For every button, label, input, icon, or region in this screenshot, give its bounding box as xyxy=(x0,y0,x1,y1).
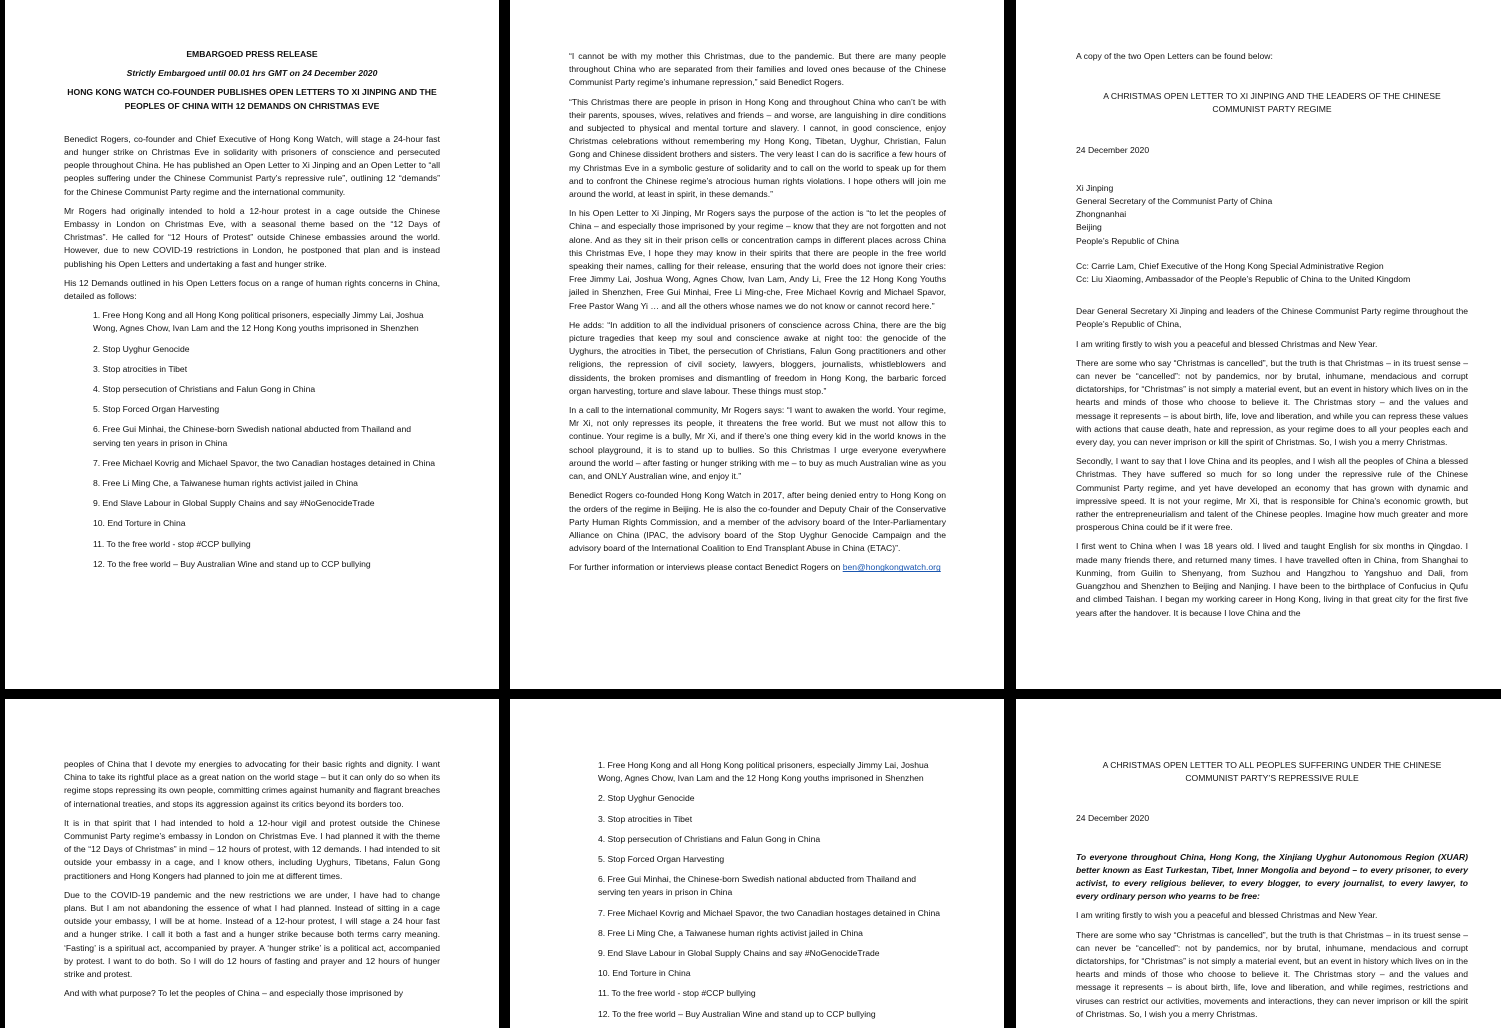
paragraph: I am writing firstly to wish you a peaceful and blessed Christmas and New Year. xyxy=(1076,910,1378,921)
document-page-1 xyxy=(5,0,499,689)
address-line: Zhongnanhai xyxy=(1076,209,1127,220)
embargo-line: Strictly Embargoed until 00.01 hrs GMT on 24 December 2020 xyxy=(126,68,378,79)
paragraph: Secondly, I want to say that I love China and its peoples, and I wish all the peoples of China a blessed Christmas. They have suffered so much for so long under the repressive rule of the Chinese Communist Party regime, and yet have developed an economy that has grown with dynamic and impressive speed. It is not your regime, Mr Xi, that is responsible for China’s economic growth, but rather the entrepreneurialism and talent of the Chinese peoples. Imagine how much greater and more prosperous China could be if it were free. xyxy=(1076,456,1468,533)
list-item: 9. End Slave Labour in Global Supply Chains and say #NoGenocideTrade xyxy=(93,498,375,509)
recipient-address xyxy=(1076,182,1468,286)
demands-list xyxy=(598,759,946,1021)
paragraph: He adds: “In addition to all the individual prisoners of conscience across China, there are the big picture tragedies that keep my soul and conscience awake at night too: the genocide of the Uyghurs, the atrocities in Tibet, the persecution of Christians, Falun Gong practitioners and other religions, the repression of civil society, lawyers, bloggers, journalists, whistleblowers and dissidents, the broken promises and dismantling of freedom in Hong Kong, the barbaric forced organ harvesting, torture and slave labour. These things must stop.” xyxy=(569,319,946,396)
document-page-6 xyxy=(1016,699,1501,1028)
address-line: Xi Jinping xyxy=(1076,182,1114,193)
demands-list xyxy=(64,309,440,571)
salutation: Dear General Secretary Xi Jinping and leaders of the Chinese Communist Party regime throughout the People’s Republic of China, xyxy=(1076,306,1468,330)
paragraph: I first went to China when I was 18 years old. I lived and taught English for six months in Qingdao. I made many friends there, and returned many times. I have travelled often in China, from Shanghai to Kunming, from Guilin to Shenyang, from Suzhou and Hangzhou to Yangshuo and Dali, from Guangzhou and Shenzhen to Beijing and Nanjing. I have been to the birthplace of Confucius in Qufu and climbed Taishan. I began my working career in Hong Kong, living in that great city for the first five years after the handover. It is because I love China and the xyxy=(1076,541,1468,618)
letter-title: A CHRISTMAS OPEN LETTER TO XI JINPING AND THE LEADERS OF THE CHINESE COMMUNIST PARTY REGIME xyxy=(1103,91,1441,115)
list-item: 8. Free Li Ming Che, a Taiwanese human rights activist jailed in China xyxy=(93,478,358,489)
intro-line: A copy of the two Open Letters can be found below: xyxy=(1076,51,1273,61)
list-item: 3. Stop atrocities in Tibet xyxy=(93,363,188,374)
list-item: 8. Free Li Ming Che, a Taiwanese human rights activist jailed in China xyxy=(598,927,863,938)
list-item: 10. End Torture in China xyxy=(93,518,186,529)
paragraph: His 12 Demands outlined in his Open Letters focus on a range of human rights concerns in China, detailed as follows: xyxy=(64,277,440,302)
list-item: 6. Free Gui Minhai, the Chinese-born Swedish national abducted from Thailand and serving ten years in prison in China xyxy=(93,424,411,448)
paragraph: Due to the COVID-19 pandemic and the new restrictions we are under, I have had to change plans. But I am not abandoning the essence of what I had planned. Instead of sitting in a cage outside your embassy, I will be at home. Instead of a 12-hour protest, I will stage a 24 hour fast and a hunger strike. I call it both a fast and a hunger strike because both terms carry meaning. ‘Fasting’ is a spiritual act, accompanied by prayer. A ‘hunger strike’ is a political act, accompanied by protest. I want to do both. So I will do 12 hours of fasting and prayer and 12 hours of hunger strike and protest. xyxy=(64,889,440,980)
list-item: 12. To the free world – Buy Australian Wine and stand up to CCP bullying xyxy=(598,1008,876,1019)
list-item: 5. Stop Forced Organ Harvesting xyxy=(93,404,220,415)
address-line: People’s Republic of China xyxy=(1076,235,1180,246)
paragraph: Benedict Rogers co-founded Hong Kong Watch in 2017, after being denied entry to Hong Kong on the orders of the regime in Beijing. He is also the co-founder and Deputy Chair of the Conservative Party Human Rights Commission, and a member of the advisory board of the Inter-Parliamentary Alliance on China (IPAC, the advisory board of the Stop Uyghur Genocide Campaign and the advisory board of the International Coalition to End Transplant Abuse in China (ETAC)”. xyxy=(569,490,946,554)
paragraph: “This Christmas there are people in prison in Hong Kong and throughout China who can’t be with their parents, spouses, wives, relatives and friends – and worse, are languishing in dire conditions and subjected to physical and mental torture and slavery. I cannot, in good conscience, enjoy Christmas celebrations without remembering my Hong Kong, Tibetan, Uyghur, Christian, Falun Gong and Chinese dissident brothers and sisters. The very least I can do is sacrifice a few hours of my Christmas Eve in a symbolic gesture of solidarity and to call on the world to speak up for them and to confront the Chinese regime’s atrocious human rights violations. I hope others will join me around the world, at least in spirit, in these demands.” xyxy=(569,96,946,200)
list-item: 10. End Torture in China xyxy=(598,968,691,979)
paragraph: In his Open Letter to Xi Jinping, Mr Rogers says the purpose of the action is “to let the peoples of China – and especially those imprisoned by your regime – know that they are not forgotten and not alone. And as they sit in their prison cells or concentration camps in different places across China this Christmas Eve, I hope they may know in their spirits that there are people in the free world speaking their names, calling for their release, ensuring that the world does not ignore their cries: Free Jimmy Lai, Joshua Wong, Agnes Chow, Ivan Lam, Andy Li, Free the 12 Hong Kong Youths jailed in Shenzhen, Free Gui Minhai, Free Li Ming-che, Free Michael Kovrig and Michael Spavor, Free Pastor Wang Yi … and all the others whose names we do not know or cannot record here.” xyxy=(569,208,946,311)
letter-address: To everyone throughout China, Hong Kong, the Xinjiang Uyghur Autonomous Region (XUAR) better known as East Turkestan, Tibet, Inner Mongolia and beyond – to every prisoner, to every activist, to every religious believer, to every blogger, to every journalist, to every lawyer, to every ordinary person who yearns to be free: xyxy=(1076,851,1468,902)
paragraph: There are some who say “Christmas is cancelled”, but the truth is that Christmas – in its truest sense – can never be “cancelled”: not by pandemics, nor by brutal, inhumane, mendacious and corrupt dictatorships, for “Christmas” is not simply a material event, but an event in history which lives on in the hearts and minds of those who choose to believe it. The Christmas story – and the values and message it represents – is about birth, life, love and liberation, and while you can repress these values with actions that cause death, hate and repression, as your regime does to all your peoples each and every day, you can never imprison or kill the spirit of Christmas. So, I wish you a merry Christmas. xyxy=(1076,357,1468,448)
list-item: 5. Stop Forced Organ Harvesting xyxy=(598,854,725,865)
list-item: 7. Free Michael Kovrig and Michael Spavor, the two Canadian hostages detained in China xyxy=(93,457,436,468)
letter-date: 24 December 2020 xyxy=(1076,813,1150,824)
paragraph: There are some who say “Christmas is cancelled”, but the truth is that Christmas – in its truest sense – can never be “cancelled”: not by pandemics, nor by brutal, inhumane, mendacious and corrupt dictatorships, for “Christmas” is not simply a material event, but an event in history which lives on in the hearts and minds of those who choose to believe it. The Christmas story – and the values and message it represents – is about birth, life, love and liberation, and while regimes, restrictions and viruses can restrict our activities, movements and interactions, they can never imprison or kill the spirit of Christmas. So, I wish you a merry Christmas. xyxy=(1076,929,1468,1019)
list-item: 4. Stop persecution of Christians and Falun Gong in China xyxy=(598,833,821,844)
list-item: 11. To the free world - stop #CCP bullying xyxy=(598,988,756,999)
list-item: 4. Stop persecution of Christians and Falun Gong in China xyxy=(93,384,316,395)
list-item: 9. End Slave Labour in Global Supply Chains and say #NoGenocideTrade xyxy=(598,948,880,959)
address-line: Beijing xyxy=(1076,222,1102,233)
cc-line: Cc: Carrie Lam, Chief Executive of the Hong Kong Special Administrative Region xyxy=(1076,260,1384,271)
letter-title: A CHRISTMAS OPEN LETTER TO ALL PEOPLES SUFFERING UNDER THE CHINESE COMMUNIST PARTY’S REPRESSIVE RULE xyxy=(1102,760,1442,784)
list-item: 7. Free Michael Kovrig and Michael Spavor, the two Canadian hostages detained in China xyxy=(598,907,941,918)
document-page-3 xyxy=(1016,0,1501,689)
list-item: 3. Stop atrocities in Tibet xyxy=(598,813,693,824)
list-item: 12. To the free world – Buy Australian Wine and stand up to CCP bullying xyxy=(93,558,371,569)
paragraph: Mr Rogers had originally intended to hold a 12-hour protest in a cage outside the Chinese Embassy in London on Christmas Eve, with a seasonal theme based on the “12 Days of Christmas”. He called for “12 Hours of Protest” outside Chinese embassies around the world. However, due to new COVID-19 restrictions in London, he postponed that plan and is instead publishing his Open Letters and undertaking a fast and hunger strike. xyxy=(64,205,440,269)
paragraph: “I cannot be with my mother this Christmas, due to the pandemic. But there are many people throughout China who are separated from their families and loved ones because of the Chinese Communist Party regime’s inhumane repression,” said Benedict Rogers. xyxy=(569,51,946,88)
letter-date: 24 December 2020 xyxy=(1076,144,1150,155)
paragraph: It is in that spirit that I had intended to hold a 12-hour vigil and protest outside the Chinese Communist Party regime’s embassy in London on Christmas Eve. I had planned it with the theme of the “12 Days of Christmas” in mind – 12 hours of protest, with 12 demands. I had intended to sit outside your embassy in a cage, and I know others, including Uyghurs, Tibetans, Falun Gong practitioners and Hong Kongers had planned to join me at different times. xyxy=(64,817,440,881)
list-item: 1. Free Hong Kong and all Hong Kong political prisoners, especially Jimmy Lai, Joshua Wong, Agnes Chow, Ivan Lam and the 12 Hong Kong youths imprisoned in Shenzhen xyxy=(93,310,424,334)
paragraph: And with what purpose? To let the peoples of China – and especially those imprisoned by xyxy=(64,988,404,999)
contact-text: For further information or interviews please contact Benedict Rogers on xyxy=(569,562,841,573)
paragraph: peoples of China that I devote my energies to advocating for their basic rights and dignity. I want China to take its rightful place as a great nation on the world stage – but it can only do so when its regime stops repressing its own people, committing crimes against humanity and flagrant breaches of international treaties, and stops its aggression against its critics beyond its borders too. xyxy=(64,759,440,809)
list-item: 11. To the free world - stop #CCP bullying xyxy=(93,538,251,549)
list-item: 2. Stop Uyghur Genocide xyxy=(598,793,695,804)
document-page-2 xyxy=(510,0,1004,689)
release-title: HONG KONG WATCH CO-FOUNDER PUBLISHES OPEN LETTERS TO XI JINPING AND THE PEOPLES OF CHINA WITH 12 DEMANDS ON CHRISTMAS EVE xyxy=(67,87,437,111)
address-line: General Secretary of the Communist Party of China xyxy=(1076,196,1273,207)
document-page-5 xyxy=(510,699,1004,1028)
list-item: 2. Stop Uyghur Genocide xyxy=(93,343,190,354)
contact-paragraph xyxy=(569,561,946,574)
paragraph: In a call to the international community, Mr Rogers says: “I want to awaken the world. Your regime, Mr Xi, not only represses its people, it threatens the free world. But we must not allow this to continue. Your regime is a bully, Mr Xi, and if there’s one thing every kid in the world knows in the school playground, it is to stand up to bullies. So this Christmas I urge everyone everywhere around the world – after fasting or hunger striking with me – to buy as much Australian wine as you can, and ONLY Australian wine, and enjoy it.” xyxy=(569,405,946,482)
cc-line: Cc: Liu Xiaoming, Ambassador of the People’s Republic of China to the United Kingdom xyxy=(1076,274,1411,285)
list-item: 6. Free Gui Minhai, the Chinese-born Swedish national abducted from Thailand and serving ten years in prison in China xyxy=(598,874,916,898)
heading: EMBARGOED PRESS RELEASE xyxy=(186,49,318,59)
list-item: 1. Free Hong Kong and all Hong Kong political prisoners, especially Jimmy Lai, Joshua Wong, Agnes Chow, Ivan Lam and the 12 Hong Kong youths imprisoned in Shenzhen xyxy=(598,760,929,784)
email-link[interactable]: ben@hongkongwatch.org xyxy=(842,562,941,573)
document-page-4 xyxy=(5,699,499,1028)
paragraph: I am writing firstly to wish you a peaceful and blessed Christmas and New Year. xyxy=(1076,338,1378,349)
paragraph: Benedict Rogers, co-founder and Chief Executive of Hong Kong Watch, will stage a 24-hour fast and hunger strike on Christmas Eve in solidarity with prisoners of conscience and persecuted people throughout China. He has published an Open Letter to Xi Jinping and an Open Letter to “all peoples suffering under the Chinese Communist Party’s repressive rule”, outlining 12 “demands” for the Chinese Communist Party regime and the international community. xyxy=(64,133,440,197)
